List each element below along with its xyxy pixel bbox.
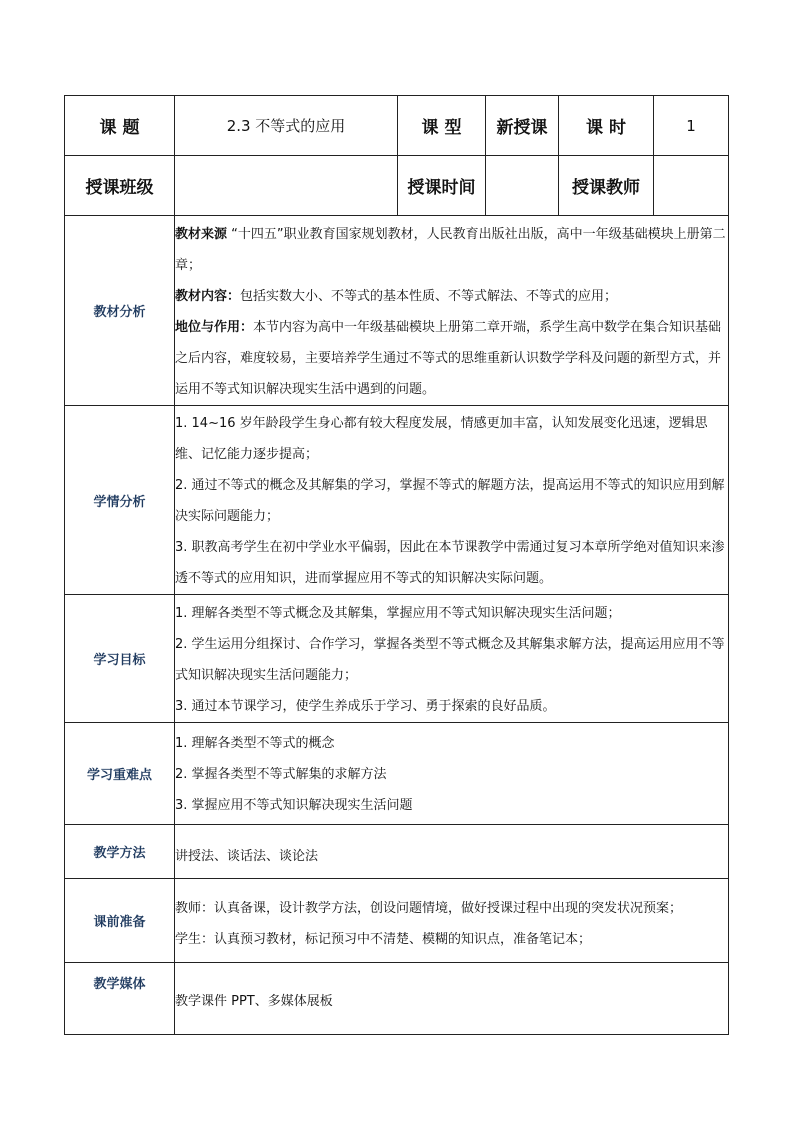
key-points-item-3: 3. 掌握应用不等式知识解决现实生活问题	[175, 798, 413, 813]
hours-value: 1	[654, 96, 729, 156]
topic-label: 课 题	[65, 96, 175, 156]
students-item-3: 3. 职教高考学生在初中学业水平偏弱，因此在本节课教学中需通过复习本章所学绝对值知识来渗透不等式的应用知识，进而掌握应用不等式的知识解决实际问题。	[175, 540, 725, 586]
material-contents-text: 包括实数大小、不等式的基本性质、不等式解法、不等式的应用；	[240, 288, 618, 304]
key-points-content	[175, 723, 729, 825]
goals-label: 学习目标	[65, 595, 175, 723]
material-content	[175, 216, 729, 406]
row-key-points	[65, 723, 729, 825]
methods-label: 教学方法	[65, 825, 175, 879]
material-role-text: 本节内容为高中一年级基础模块上册第二章开端，系学生高中数学在集合知识基础之后内容，难度较易，主要培养学生通过不等式的思维重新认识数学学科及问题的新型方式，并运用不等式知识解决现实生活中遇到的问题。	[175, 319, 722, 397]
preparation-content	[175, 879, 729, 963]
type-label: 课 型	[398, 96, 486, 156]
type-value: 新授课	[486, 96, 559, 156]
material-source-text: “十四五”职业教育国家规划教材，人民教育出版社出版，高中一年级基础模块上册第二章；	[175, 226, 726, 273]
topic-value: 2.3 不等式的应用	[175, 96, 398, 156]
material-label: 教材分析	[65, 216, 175, 406]
row-media	[65, 963, 729, 1035]
students-item-1: 1. 14~16 岁年龄段学生身心都有较大程度发展，情感更加丰富，认知发展变化迅速，逻辑思维、记忆能力逐步提高；	[175, 416, 708, 462]
teacher-value	[654, 156, 729, 216]
goals-item-1: 1. 理解各类型不等式概念及其解集，掌握应用不等式知识解决现实生活问题；	[175, 605, 621, 621]
preparation-student: 学生：认真预习教材，标记预习中不清楚、模糊的知识点，准备笔记本；	[175, 931, 592, 947]
material-source-key: 教材来源	[175, 226, 228, 242]
material-role-key: 地位与作用：	[175, 319, 254, 335]
header-row-class	[65, 156, 729, 216]
time-label: 授课时间	[398, 156, 486, 216]
goals-item-3: 3. 通过本节课学习，使学生养成乐于学习、勇于探索的良好品质。	[175, 698, 556, 714]
row-learning-goals	[65, 595, 729, 723]
header-row-topic	[65, 96, 729, 156]
key-points-item-1: 1. 理解各类型不等式的概念	[175, 736, 335, 751]
media-text: 教学课件 PPT、多媒体展板	[175, 963, 729, 1035]
preparation-teacher: 教师：认真备课，设计教学方法，创设问题情境，做好授课过程中出现的突发状况预案；	[175, 900, 683, 916]
students-content	[175, 406, 729, 595]
class-value	[175, 156, 398, 216]
methods-text: 讲授法、谈话法、谈论法	[175, 825, 729, 879]
time-value	[486, 156, 559, 216]
material-contents-key: 教材内容：	[175, 288, 241, 304]
teacher-label: 授课教师	[559, 156, 654, 216]
row-student-analysis	[65, 406, 729, 595]
material-role	[175, 312, 728, 405]
media-label: 教学媒体	[65, 963, 175, 1035]
students-label: 学情分析	[65, 406, 175, 595]
lesson-plan-table	[64, 95, 729, 1035]
row-teaching-methods	[65, 825, 729, 879]
row-preparation	[65, 879, 729, 963]
preparation-label: 课前准备	[65, 879, 175, 963]
row-material-analysis	[65, 216, 729, 406]
students-item-2: 2. 通过不等式的概念及其解集的学习，掌握不等式的解题方法，提高运用不等式的知识应用到解决实际问题能力；	[175, 478, 725, 524]
hours-label: 课 时	[559, 96, 654, 156]
goals-item-2: 2. 学生运用分组探讨、合作学习，掌握各类型不等式概念及其解集求解方法，提高运用应用不等式知识解决现实生活问题能力；	[175, 636, 725, 683]
key-points-label: 学习重难点	[65, 723, 175, 825]
key-points-item-2: 2. 掌握各类型不等式解集的求解方法	[175, 767, 387, 782]
material-source	[175, 219, 728, 281]
class-label: 授课班级	[65, 156, 175, 216]
goals-content	[175, 595, 729, 723]
material-contents	[175, 281, 728, 312]
